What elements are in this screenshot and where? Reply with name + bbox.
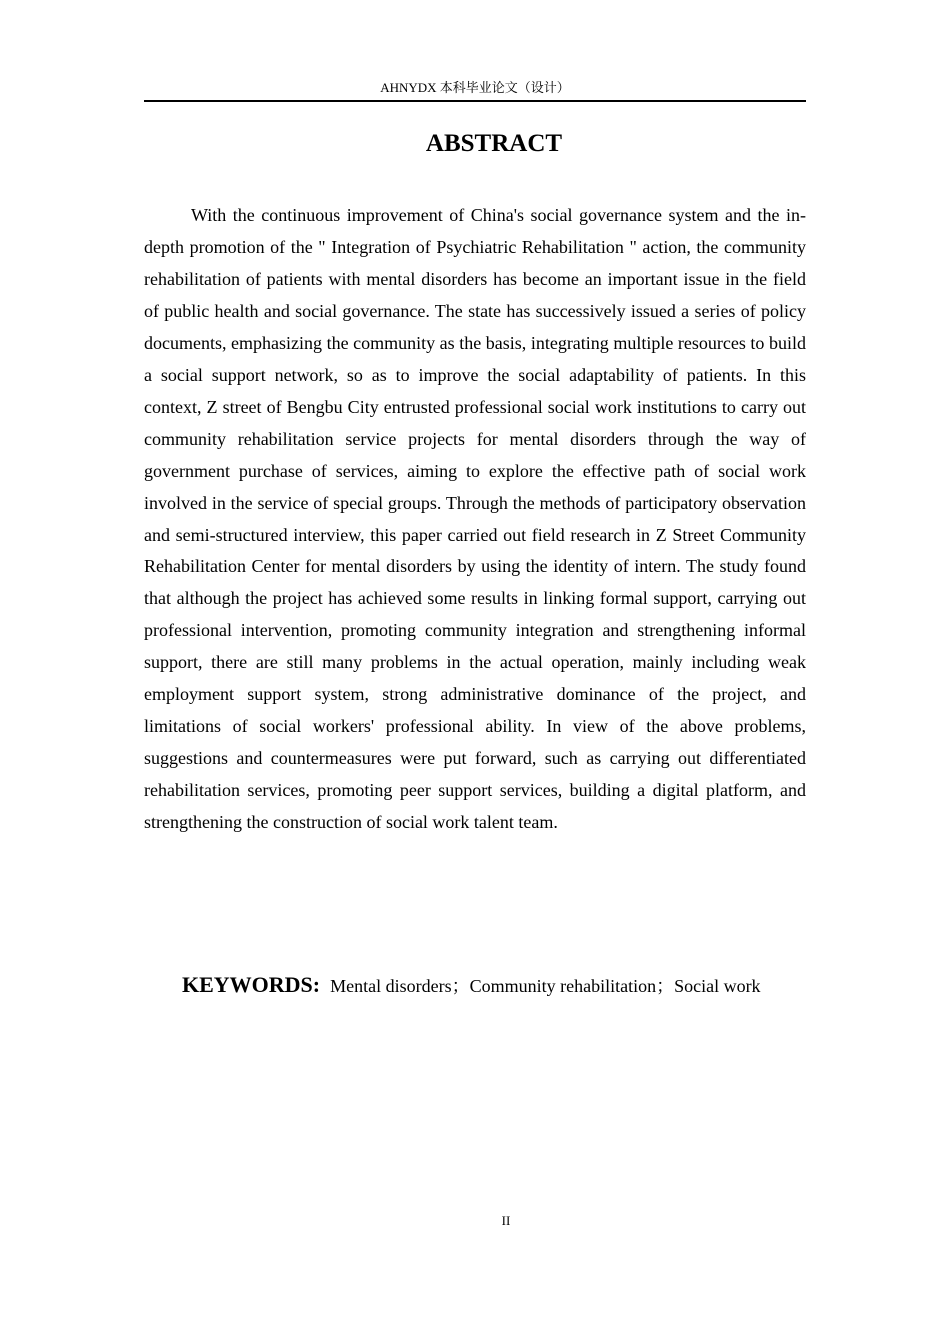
page-header — [144, 78, 806, 102]
abstract-title: ABSTRACT — [425, 130, 563, 157]
keywords-line — [182, 968, 822, 1003]
header-text: AHNYDX 本科毕业论文（设计） — [380, 80, 570, 95]
keywords-label: KEYWORDS: — [182, 972, 321, 997]
keywords-text: Mental disorders；Community rehabilitation；Social work — [330, 976, 761, 996]
page-number: II — [501, 1213, 511, 1228]
abstract-paragraph: With the continuous improvement of China's social governance system and the in-depth promotion of the " Integration of Psychiatric Rehabilitation " action, the community rehabilitation of patients with mental disorders has become an important issue in the field of public health and social governance. The state has successively issued a series of policy documents, emphasizing the community as the basis, integrating multiple resources to build a social support network, so as to improve the social adaptability of patients. In this context, Z street of Bengbu City entrusted professional social work institutions to carry out community rehabilitation service projects for mental disorders through the way of government purchase of services, aiming to explore the effective path of social work involved in the service of special groups. Through the methods of participatory observation and semi-structured interview, this paper carried out field research in Z Street Community Rehabilitation Center for mental disorders by using the identity of intern. The study found that although the project has achieved some results in linking formal support, carrying out professional intervention, promoting community integration and strengthening informal support, there are still many problems in the actual operation, mainly including weak employment support system, strong administrative dominance of the project, and limitations of social workers' professional ability. In view of the above problems, suggestions and countermeasures were put forward, such as carrying out differentiated rehabilitation services, promoting peer support services, building a digital platform, and strengthening the construction of social work talent team. — [144, 205, 806, 833]
